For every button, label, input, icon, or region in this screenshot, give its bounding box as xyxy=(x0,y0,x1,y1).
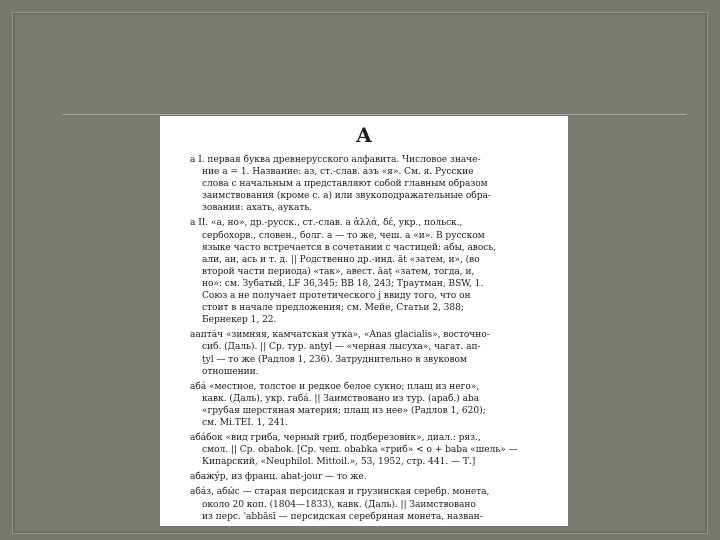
entry-line: Бернекер 1, 22. xyxy=(202,315,277,326)
dictionary-entry xyxy=(190,471,546,483)
entry-line: около 20 коп. (1804—1833), кавк. (Даль). || Заимствовано xyxy=(202,499,476,510)
entry-line: второй части периода) «так», авест. āaṭ «затем, тогда, и, xyxy=(202,266,475,277)
entry-line: аапта́ч «зимняя, камчатская утка», «Anas glacialis», восточно- xyxy=(190,330,490,341)
entry-line: отношении. xyxy=(202,366,259,377)
entry-line: Кипарский, «Neuphilol. Mittoil.», 53, 1952, стр. 441. — Т.] xyxy=(202,457,476,468)
dictionary-entry xyxy=(190,381,546,429)
entry-line: зования: ахать, аукать. xyxy=(202,203,313,214)
entry-line: сербохорв., словен., болг. а — то же, чеш. a «и». В русском xyxy=(202,230,485,241)
entry-line: аба́ «местное, толстое и редкое белое сукно; плащ из него», xyxy=(190,381,480,392)
entry-line: из перс. 'abbāsī — персидская серебряная монета, назван- xyxy=(202,511,483,522)
title-divider-line xyxy=(63,114,687,115)
dictionary-page xyxy=(160,116,568,526)
entry-line: а I. первая буква древнерусского алфавита. Числовое значе- xyxy=(190,155,481,165)
section-letter: А xyxy=(355,123,373,147)
entry-line: Союз а не получает протетического j ввиду того, что он xyxy=(202,291,471,302)
entry-line: «грубая шерстяная материя; плащ из нее» (Радлов 1, 620); xyxy=(202,405,486,416)
entry-line: ние а = 1. Название: аз, ст.-слав. азъ «я». См. я. Русские xyxy=(202,167,474,178)
entry-line: сиб. (Даль). || Ср. тур. ant̮yl — «черная лысуха», чагат. ап- xyxy=(202,342,481,353)
entry-line: см. Mi.TEI. 1, 241. xyxy=(202,417,289,428)
entry-line: а II. «а, но», др.-русск., ст.-слав. а ἀλλά, δέ, укр., польск., xyxy=(190,218,463,229)
dictionary-entry xyxy=(190,432,546,468)
entry-line: аба́бок «вид гриба, черный гриб, подберезовик», диал.: ряз., xyxy=(190,433,481,444)
entry-line: али, ан, ась и т. д. || Родственно др.-инд. āt «затем, и», (во xyxy=(202,254,480,265)
entry-line: t̮yl — то же (Радлов 1, 236). Затруднительно в звуковом xyxy=(202,354,467,365)
dictionary-entry xyxy=(190,486,546,522)
dictionary-entry xyxy=(190,154,546,214)
entry-line: слова с начальным а представляют собой главным образом xyxy=(202,179,488,190)
entry-line: кавк. (Даль), укр. габа́. || Заимствовано из тур. (араб.) aba xyxy=(202,393,480,404)
entry-line: но»: см. Зубатый, LF 36,345; BB 18, 243; Траутман, BSW, 1. xyxy=(202,278,484,289)
entries-list xyxy=(190,154,546,526)
entry-line: аба́з, абы́с — старая персидская и грузинская серебр. монета, xyxy=(190,487,490,498)
dictionary-entry xyxy=(190,217,546,326)
entry-line: языке часто встречается в сочетании с частицей: абы, авось, xyxy=(202,242,497,253)
entry-line: заимствования (кроме с. а) или звукоподражательные обра- xyxy=(202,191,491,202)
dictionary-entry xyxy=(190,329,546,377)
entry-line: смол. || Ср. obabok. [Ср. чеш. obabka «гриб» < о + baba «шель» — xyxy=(202,445,518,456)
entry-line: абажу́р, из франц. abat-jour — то же. xyxy=(190,472,367,483)
entry-line: стоит в начале предложения; см. Мейе, Статьи 2, 388; xyxy=(202,303,464,314)
